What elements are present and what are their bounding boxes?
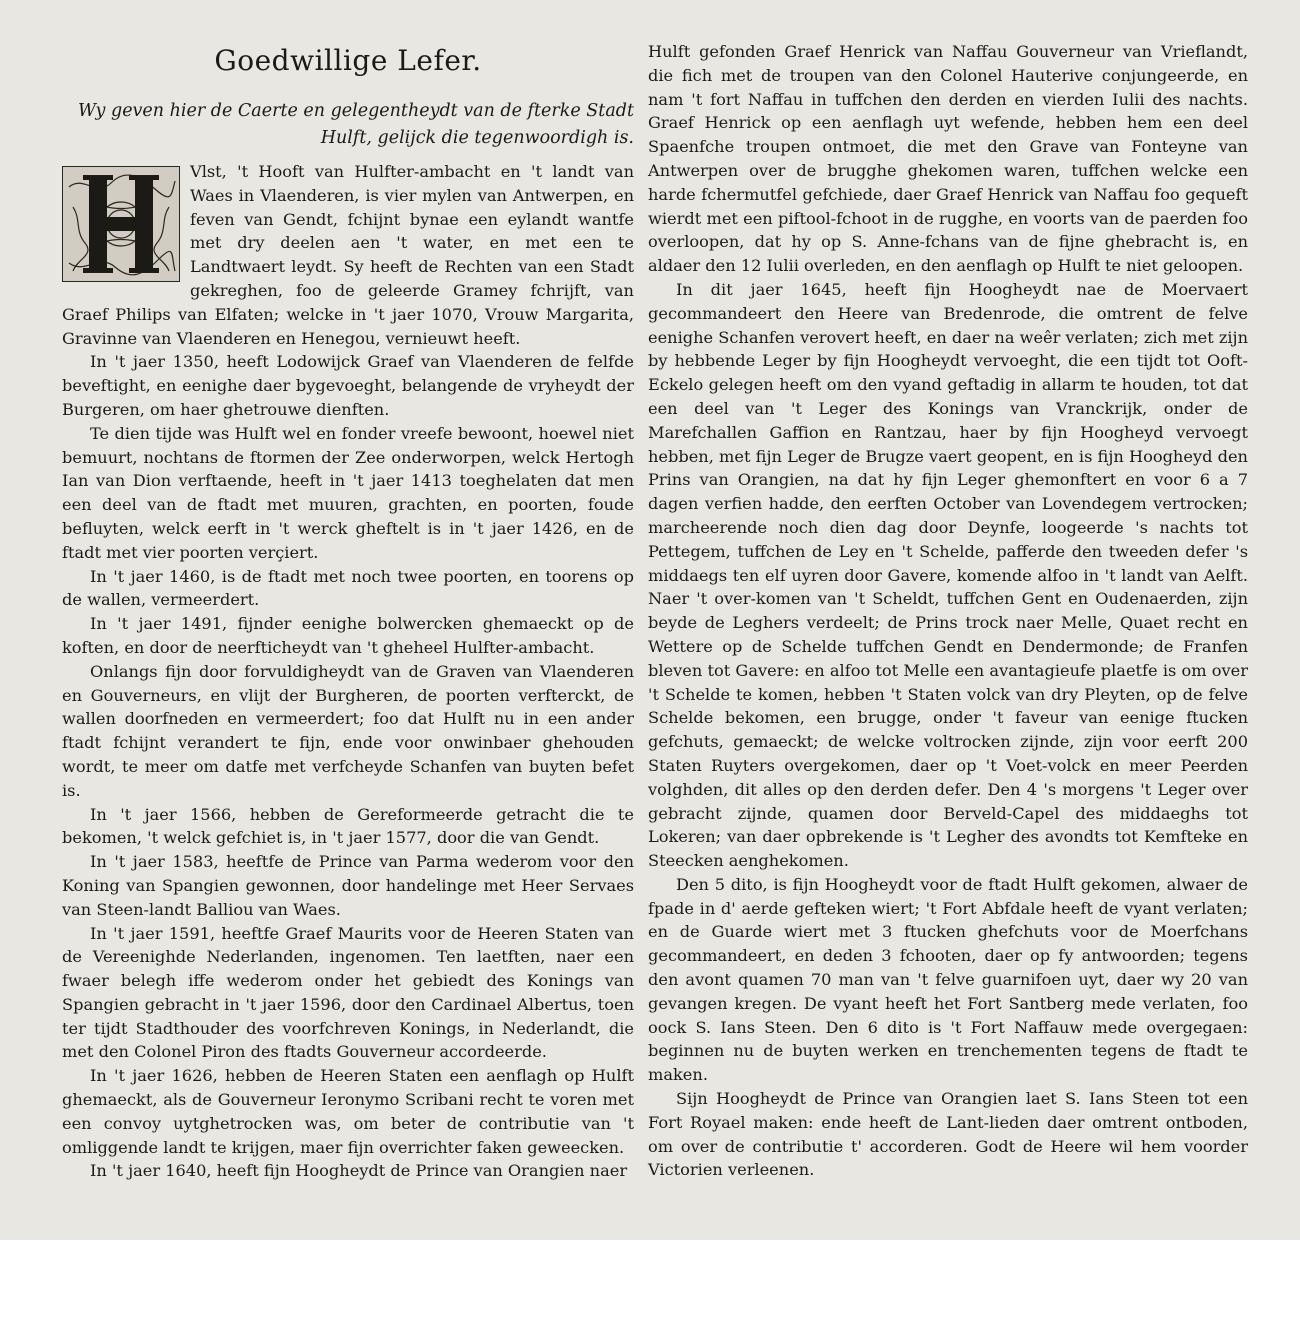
paragraph: In dit jaer 1645, heeft fijn Hoogheydt nae de Moervaert gecommandeert den Heere van Bredenrode, die omtrent de felve eenighe Schanfen verovert heeft, en daer na weêr verlaten; zich met zijn by hebbende Leger by fijn Hoogheydt vervoeght, die een tijdt tot Ooft-Eckelo gelegen heeft om den vyand geftadig in allarm te houden, tot dat een deel van 't Leger des Konings van Vranckrijk, onder de Marefchallen Gaffion en Rantzau, haer by fijn Hoogheyd vervoegt hebben, met fijn Leger de Brugze vaert geopent, en is fijn Hoogheyd den Prins van Orangien, na dat hy fijn Leger ghemonftert en voor 6 a 7 dagen verfien hadde, den eerften October van Lovendegem vertrocken; marcheerende noch dien dag door Deynfe, loogeerde 's nachts tot Pettegem, tuffchen de Ley en 't Schelde, pafferde den tweeden defer 's middaegs ten elf uyren door Gavere, komende alfoo in 't landt van Aelft. Naer 't over-komen van 't Scheldt, tuffchen Gent en Oudenaerden, zijn beyde de Leghers verdeelt; de Prins trock naer Melle, Quaet recht en Wettere op de Schelde tuffchen Gendt en Dendermonde; de Franfen bleven tot Gavere: en alfoo tot Melle een avantagieufe plaetfe is om over 't Schelde te komen, hebben 't Staten volck van dry Pleyten, op de felve Schelde bekomen, een brugge, onder 't faveur van eenige ftucken gefchuts, gemaeckt; de welcke voltrocken zijnde, zijn voor eerft 200 Staten Ruyters overgekomen, daer op 't Voet-volck en meer Peerden volghden, dit alles op den derden defer. Den 4 's morgens 't Leger over gebracht zijnde, quamen door Berveld-Capel des middaeghs tot Lokeren; van daer opbrekende is 't Legher des avondts tot Kemfteke en Steecken aenghekomen. xyxy=(648,279,1248,871)
paragraph: Sijn Hoogheydt de Prince van Orangien laet S. Ians Steen tot een Fort Royael maken: ende heeft de Lant-lieden daer omtrent ontboden, om over de contributie t' accorderen. Godt de Heere wil hem voorder Victorien verleenen. xyxy=(648,1089,1248,1180)
paragraph: In 't jaer 1591, heeftfe Graef Maurits voor de Heeren Staten van de Vereenighde Nederlanden, ingenomen. Ten laetften, naer een fwaer belegh iffe wederom onder het gebiedt des Konings van Spangien gebracht in 't jaer 1596, door den Cardinael Albertus, toen ter tijdt Stadthouder des voorfchreven Konings, in Nederlandt, die met den Colonel Piron des ftadts Gouverneur accordeerde. xyxy=(62,923,634,1062)
paragraph: In 't jaer 1350, heeft Lodowijck Graef van Vlaenderen de felfde beveftight, en eenighe daer bygevoeght, belangende de vryheydt der Burgeren, om haer ghetrouwe dienften. xyxy=(62,352,634,419)
paragraph: Den 5 dito, is fijn Hoogheydt voor de ftadt Hulft gekomen, alwaer de fpade in d' aerde gefteken wiert; 't Fort Abfdale heeft de vyant verlaten; en de Guarde wiert met 3 ftucken ghefchuts voor de Moerfchans gecommandeert, en deden 3 fchooten, daer op fy antwoorden; tegens den avont quamen 70 man van 't felve guarnifoen uyt, daer wy 20 van gevangen kregen. De vyant heeft het Fort Santberg mede verlaten, foo oock S. Ians Steen. Den 6 dito is 't Fort Naffauw mede overgegaen: beginnen nu de buyten werken en trenchementen tegens de ftadt te maken. xyxy=(648,874,1248,1085)
paragraph: In 't jaer 1640, heeft fijn Hoogheydt de Prince van Orangien naer xyxy=(90,1161,628,1181)
paragraph: In 't jaer 1583, heeftfe de Prince van Parma wederom voor den Koning van Spangien gewonnen, door handelinge met Heer Servaes van Steen-landt Balliou van Waes. xyxy=(62,852,634,919)
right-body-text xyxy=(648,40,1248,1182)
paragraph: In 't jaer 1566, hebben de Gereformeerde getracht die te bekomen, 't welck gefchiet is, in 't jaer 1577, door die van Gendt. xyxy=(62,804,634,848)
paragraph: Onlangs fijn door forvuldigheydt van de Graven van Vlaenderen en Gouverneurs, en vlijt der Burgheren, de poorten verfterckt, de wallen doorfneden en vermeerdert; foo dat Hulft nu in een ander ftadt fchijnt verandert te fijn, ende voor onwinbaer ghehouden wordt, te meer om datfe met verfcheyde Schanfen van buyten befet is. xyxy=(62,661,634,800)
bottom-margin xyxy=(0,1240,1300,1330)
page-title: Goedwillige Lefer. xyxy=(214,44,482,77)
page-subtitle xyxy=(62,98,634,152)
left-body-text xyxy=(62,160,634,1183)
paragraph: In 't jaer 1626, hebben de Heeren Staten een aenflagh op Hulft ghemaeckt, als de Gouverneur Ieronymo Scribani recht te voren met een convoy uytghetrocken was, om beter de contributie van 't omliggende landt te krijgen, maer fijn overrichter faken geweecken. xyxy=(62,1066,634,1157)
subtitle-line: Wy geven hier de Caerte en gelegentheydt van de fterke Stadt xyxy=(77,101,634,121)
subtitle-line: Hulft, gelijck die tegenwoordigh is. xyxy=(320,128,634,148)
paragraph: In 't jaer 1491, fijnder eenighe bolwercken ghemaeckt op de koften, en door de neerfticheydt van 't gheheel Hulfter-ambacht. xyxy=(62,614,634,657)
ornamental-initial-h-icon xyxy=(62,166,180,282)
paragraph: Te dien tijde was Hulft wel en fonder vreefe bewoont, hoewel niet bemuurt, nochtans de ftormen der Zee onderworpen, welck Hertogh Ian van Dion verftaende, heeft in 't jaer 1413 toeghelaten dat men een deel van de ftadt met muuren, grachten, en poorten, foude befluyten, welck eerft in 't werck gheftelt is in 't jaer 1426, en de ftadt met vier poorten verçiert. xyxy=(62,423,634,562)
paragraph: Hulft gefonden Graef Henrick van Naffau Gouverneur van Vrieflandt, die fich met de troupen van den Colonel Hauterive conjungeerde, en nam 't fort Naffau in tuffchen den derden en vierden Iulii des nachts. Graef Henrick op een aenflagh uyt wefende, hebben hem een deel Spaenfche troupen ontmoet, die met den Grave van Fonteyne van Antwerpen over de brugghe ghekomen waren, tuffchen welcke een harde fchermutfel gefchiede, daer Graef Henrick van Naffau foo gequeft wierdt met een piftool-fchoot in de rugghe, en voorts van de paerden foo overloopen, dat hy op S. Anne-fchans van de fijne ghebracht is, en aldaer den 12 Iulii overleden, en den aenflagh op Hulft te niet geloopen. xyxy=(648,42,1248,276)
paragraph: In 't jaer 1460, is de ftadt met noch twee poorten, en toorens op de wallen, vermeerdert. xyxy=(62,566,634,610)
paragraph: Vlst, 't Hooft van Hulfter-ambacht en 't landt van Waes in Vlaenderen, is vier mylen van Antwerpen, en feven van Gendt, fchijnt bynae een eylandt wantfe met dry deelen aen 't water, en met een te Landtwaert leydt. Sy heeft de Rechten van een Stadt gekreghen, foo de geleerde Gramey fchrijft, van Graef Philips van Elfaten; welcke in 't jaer 1070, Vrouw Margarita, Gravinne van Vlaenderen en Henegou, vernieuwt heeft. xyxy=(62,162,634,348)
